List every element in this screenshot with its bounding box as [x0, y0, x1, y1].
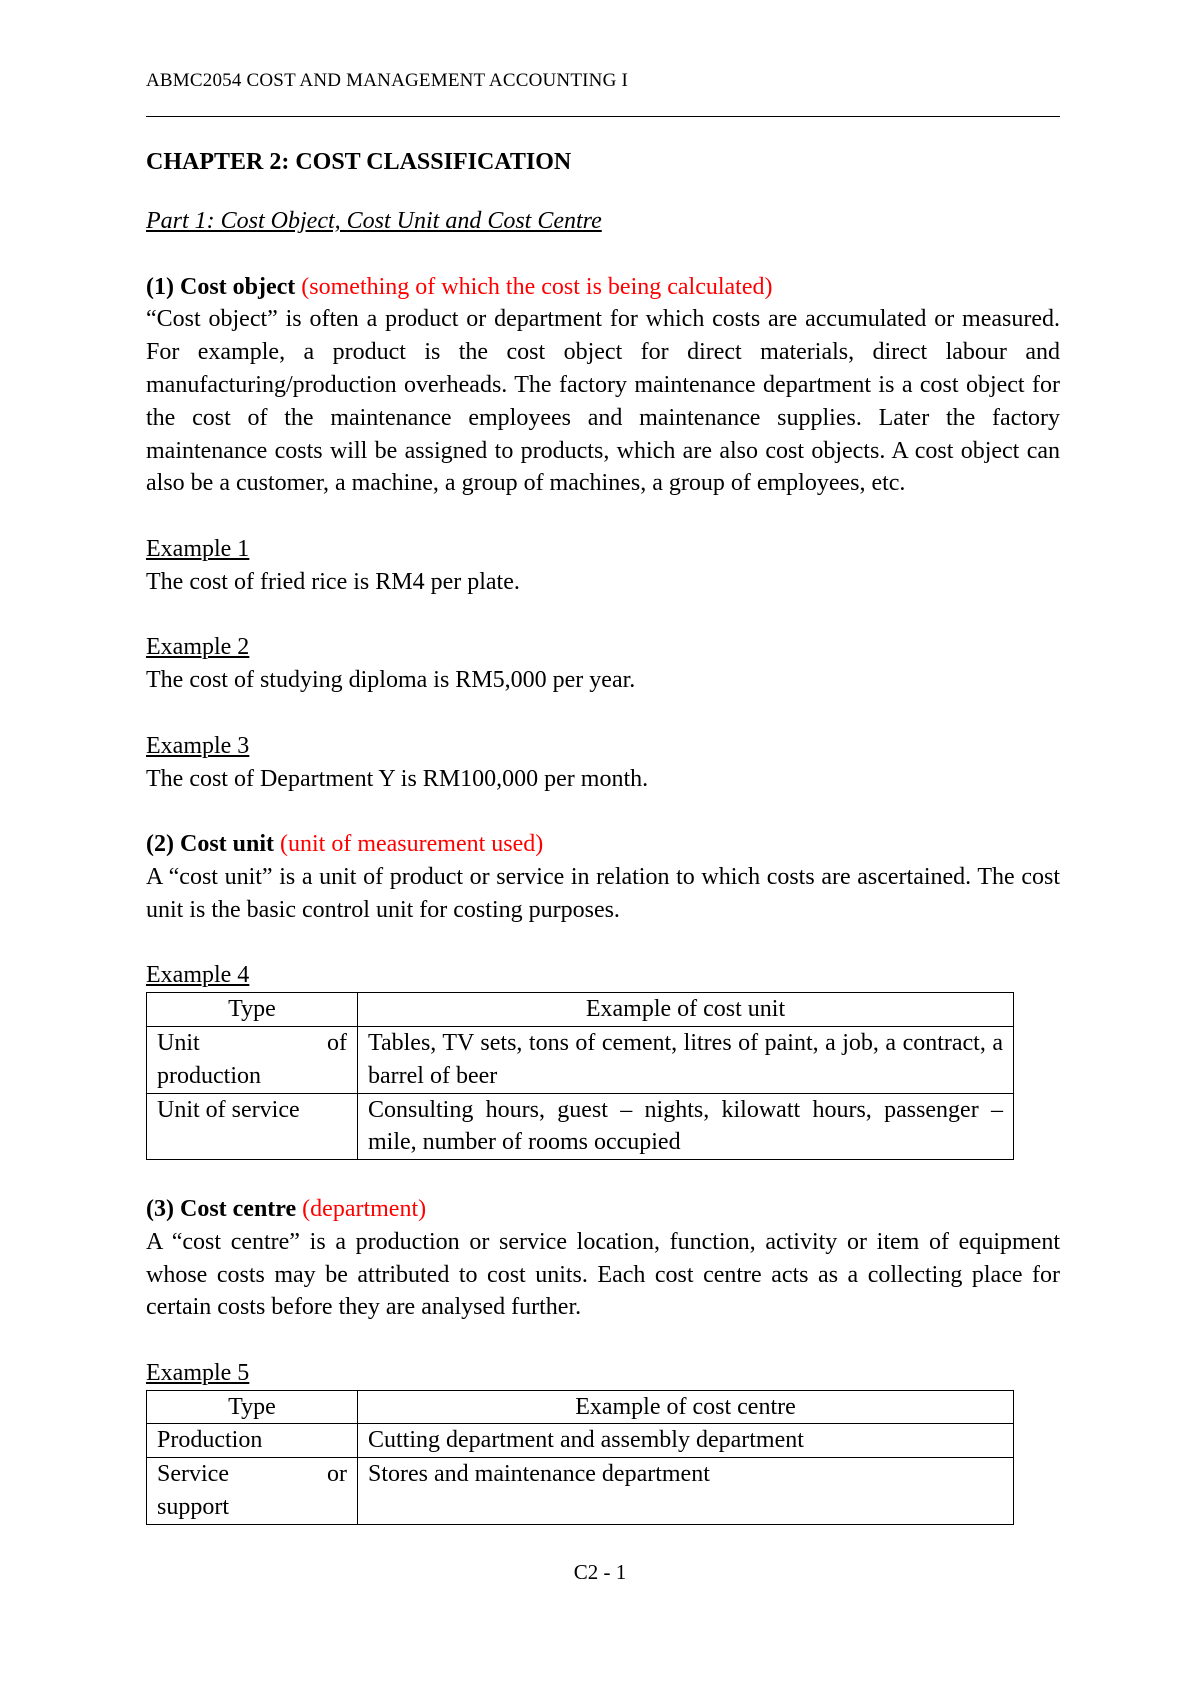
- example-2-label: Example 2: [146, 634, 250, 661]
- cost-object-paragraph: “Cost object” is often a product or department for which costs are accumulated or measured. For example, a product is the cost object for direct materials, direct labour and manufacturing/production overheads. The factory maintenance department is a cost object for the cost of the maintenance employees and maintenance supplies. Later the factory maintenance costs will be assigned to products, which are also cost objects. A cost object can also be a customer, a machine, a group of machines, a group of employees, etc.: [146, 306, 1060, 497]
- section-number: (1): [146, 273, 174, 300]
- type-line: [157, 1027, 347, 1060]
- table-cell-type: [147, 1026, 358, 1093]
- spacer: [146, 599, 1060, 632]
- spacer: [146, 1160, 1060, 1193]
- spacer: [146, 500, 1060, 533]
- cost-centre-table: [146, 1390, 1014, 1525]
- section-term: Cost unit: [179, 831, 275, 858]
- spacer: [146, 795, 1060, 828]
- table-cell-example: Consulting hours, guest – nights, kilowatt hours, passenger – mile, number of rooms occupied: [358, 1093, 1014, 1160]
- chapter-title: CHAPTER 2: COST CLASSIFICATION: [146, 149, 572, 175]
- table-row: [147, 1458, 1014, 1525]
- table-cell-example: Cutting department and assembly department: [358, 1424, 1014, 1458]
- example-4-label: Example 4: [146, 962, 250, 989]
- section-note: (department): [302, 1195, 427, 1222]
- type-word: or: [327, 1461, 347, 1488]
- cost-unit-table: [146, 992, 1014, 1160]
- example-1-text: The cost of fried rice is RM4 per plate.: [146, 568, 520, 595]
- type-word: of: [327, 1029, 347, 1056]
- table-cell-type: [147, 1458, 358, 1525]
- page-header: ABMC2054 COST AND MANAGEMENT ACCOUNTING I: [146, 70, 629, 91]
- table-row: [147, 1093, 1014, 1160]
- table-row: [147, 1026, 1014, 1093]
- section-note: (something of which the cost is being calculated): [301, 273, 773, 300]
- example-2-text: The cost of studying diploma is RM5,000 per year.: [146, 667, 636, 694]
- section-term: Cost object: [179, 273, 296, 300]
- example-5-label: Example 5: [146, 1359, 250, 1386]
- table-header-example: Example of cost centre: [358, 1390, 1014, 1424]
- cost-centre-paragraph: A “cost centre” is a production or service location, function, activity or item of equipment whose costs may be attributed to cost units. Each cost centre acts as a collecting place for certain costs before they are analysed further.: [146, 1228, 1060, 1321]
- table-row: [147, 1424, 1014, 1458]
- section-term: Cost centre: [179, 1195, 297, 1222]
- spacer: [146, 238, 1060, 271]
- spacer: [146, 927, 1060, 960]
- example-3-text: The cost of Department Y is RM100,000 per month.: [146, 765, 649, 792]
- spacer: [146, 179, 1060, 205]
- header-divider: [146, 116, 1060, 117]
- type-word: Unit: [157, 1029, 200, 1056]
- table-header-type: Type: [147, 1390, 358, 1424]
- section-heading-cost-unit: [146, 828, 1060, 861]
- document-body: [146, 146, 1060, 1525]
- table-cell-type: Production: [147, 1424, 358, 1458]
- section-heading-cost-object: [146, 271, 1060, 304]
- section-heading-cost-centre: [146, 1193, 1060, 1226]
- table-header-example: Example of cost unit: [358, 993, 1014, 1027]
- type-word: support: [157, 1494, 229, 1521]
- example-1-label: Example 1: [146, 535, 250, 562]
- part-title: Part 1: Cost Object, Cost Unit and Cost Centre: [146, 208, 602, 234]
- table-cell-example: Stores and maintenance department: [358, 1458, 1014, 1525]
- spacer: [146, 1324, 1060, 1357]
- table-cell-example: Tables, TV sets, tons of cement, litres of paint, a job, a contract, a barrel of beer: [358, 1026, 1014, 1093]
- type-line: [157, 1458, 347, 1491]
- table-header-type: Type: [147, 993, 358, 1027]
- table-cell-type: Unit of service: [147, 1093, 358, 1160]
- type-word: Service: [157, 1461, 229, 1488]
- section-number: (2): [146, 831, 174, 858]
- table-header-row: [147, 993, 1014, 1027]
- example-3-label: Example 3: [146, 732, 250, 759]
- section-number: (3): [146, 1195, 174, 1222]
- table-header-row: [147, 1390, 1014, 1424]
- cost-unit-paragraph: A “cost unit” is a unit of product or service in relation to which costs are ascertained. The cost unit is the basic control unit for costing purposes.: [146, 863, 1060, 923]
- type-word: production: [157, 1062, 261, 1089]
- page-number: C2 - 1: [573, 1560, 627, 1584]
- section-note: (unit of measurement used): [280, 831, 544, 858]
- spacer: [146, 697, 1060, 730]
